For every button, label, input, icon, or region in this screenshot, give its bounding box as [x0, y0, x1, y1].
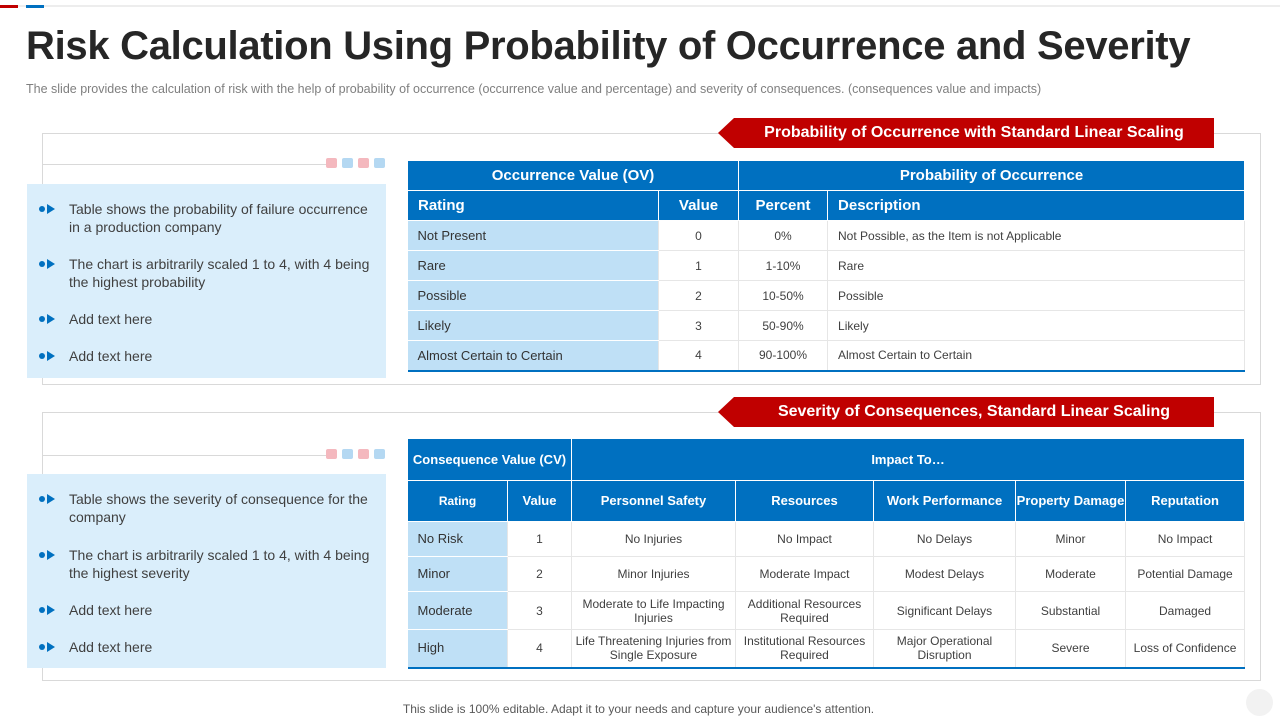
bullet-arrow-icon — [39, 204, 59, 214]
value-cell: 1 — [659, 251, 739, 281]
rating-cell: Possible — [408, 281, 659, 311]
probability-table — [407, 160, 1245, 372]
table-row — [408, 311, 1245, 341]
table-row — [408, 341, 1245, 371]
rating-cell: Not Present — [408, 221, 659, 251]
page-title: Risk Calculation Using Probability of Occurrence and Severity — [26, 24, 1191, 68]
top-accent-blue — [26, 5, 44, 8]
dot-shape — [358, 158, 369, 168]
property-damage-cell: Substantial — [1016, 592, 1126, 630]
property-damage-cell: Moderate — [1016, 557, 1126, 592]
personnel-safety-cell: Minor Injuries — [572, 557, 736, 592]
personnel-safety-cell: Life Threatening Injuries from Single Exposure — [572, 630, 736, 668]
bullet-text: Add text here — [69, 639, 153, 655]
bullet-item — [39, 347, 376, 384]
bullet-item — [39, 310, 376, 347]
column-header: Work Performance — [874, 481, 1016, 522]
column-header: Percent — [739, 191, 828, 221]
bullet-arrow-icon — [39, 314, 59, 324]
dot-shape — [326, 158, 337, 168]
personnel-safety-cell: Moderate to Life Impacting Injuries — [572, 592, 736, 630]
value-cell: 3 — [659, 311, 739, 341]
dot-shape — [326, 449, 337, 459]
bullet-arrow-icon — [39, 259, 59, 269]
decorative-dots — [326, 449, 385, 459]
description-cell: Not Possible, as the Item is not Applicable — [828, 221, 1245, 251]
percent-cell: 0% — [739, 221, 828, 251]
resources-cell: No Impact — [736, 522, 874, 557]
table-row — [408, 251, 1245, 281]
banner-severity: Severity of Consequences, Standard Linear Scaling — [734, 397, 1214, 427]
value-cell: 2 — [659, 281, 739, 311]
table-row — [408, 221, 1245, 251]
rating-cell: Moderate — [408, 592, 508, 630]
table-row — [408, 281, 1245, 311]
bullet-item — [39, 638, 376, 675]
column-header: Personnel Safety — [572, 481, 736, 522]
column-header: Reputation — [1126, 481, 1245, 522]
work-performance-cell: No Delays — [874, 522, 1016, 557]
group-header-probability: Probability of Occurrence — [739, 161, 1245, 191]
footer-note — [0, 702, 1280, 716]
bullet-item — [39, 490, 376, 546]
corner-circle-shape — [1246, 689, 1273, 716]
bullet-item — [39, 255, 376, 310]
bullet-box-probability — [27, 184, 386, 378]
reputation-cell: Loss of Confidence — [1126, 630, 1245, 668]
top-accent-red — [0, 5, 18, 8]
dot-shape — [374, 449, 385, 459]
banner-probability: Probability of Occurrence with Standard Linear Scaling — [734, 118, 1214, 148]
bullet-text: Table shows the probability of failure occurrence in a production company — [69, 201, 368, 235]
column-header: Property Damage — [1016, 481, 1126, 522]
table-row — [408, 630, 1245, 668]
value-cell: 4 — [508, 630, 572, 668]
dot-shape — [358, 449, 369, 459]
rating-cell: No Risk — [408, 522, 508, 557]
rating-cell: Rare — [408, 251, 659, 281]
table-row — [408, 522, 1245, 557]
table-row — [408, 592, 1245, 630]
work-performance-cell: Major Operational Disruption — [874, 630, 1016, 668]
bullet-text: Add text here — [69, 348, 153, 364]
top-rule — [0, 5, 1280, 7]
column-header: Description — [828, 191, 1245, 221]
bullet-arrow-icon — [39, 642, 59, 652]
rating-cell: Likely — [408, 311, 659, 341]
group-header-consequence: Consequence Value (CV) — [408, 439, 572, 481]
bullet-arrow-icon — [39, 550, 59, 560]
dot-shape — [374, 158, 385, 168]
resources-cell: Institutional Resources Required — [736, 630, 874, 668]
description-cell: Almost Certain to Certain — [828, 341, 1245, 371]
dot-shape — [342, 158, 353, 168]
description-cell: Rare — [828, 251, 1245, 281]
bullet-text: Add text here — [69, 311, 153, 327]
description-cell: Likely — [828, 311, 1245, 341]
table-row — [408, 557, 1245, 592]
percent-cell: 1-10% — [739, 251, 828, 281]
value-cell: 1 — [508, 522, 572, 557]
bullet-text: Add text here — [69, 602, 153, 618]
percent-cell: 50-90% — [739, 311, 828, 341]
group-header-occurrence: Occurrence Value (OV) — [408, 161, 739, 191]
rating-cell: Minor — [408, 557, 508, 592]
page-subtitle: The slide provides the calculation of risk with the help of probability of occurrence (occurrence value and percentage) and severity of consequences. (consequences value and impacts) — [26, 82, 1042, 96]
bullet-item — [39, 546, 376, 601]
bullet-box-severity — [27, 474, 386, 668]
severity-table — [407, 438, 1245, 669]
group-header-impact: Impact To… — [572, 439, 1245, 481]
column-header: Rating — [408, 481, 508, 522]
column-header: Value — [508, 481, 572, 522]
rating-cell: High — [408, 630, 508, 668]
personnel-safety-cell: No Injuries — [572, 522, 736, 557]
column-header: Value — [659, 191, 739, 221]
reputation-cell: Damaged — [1126, 592, 1245, 630]
bullet-text: Table shows the severity of consequence for the company — [69, 491, 368, 525]
resources-cell: Additional Resources Required — [736, 592, 874, 630]
bullet-arrow-icon — [39, 351, 59, 361]
left-frame-line — [42, 164, 332, 165]
rating-cell: Almost Certain to Certain — [408, 341, 659, 371]
reputation-cell: Potential Damage — [1126, 557, 1245, 592]
value-cell: 3 — [508, 592, 572, 630]
left-frame-line — [42, 455, 332, 456]
property-damage-cell: Severe — [1016, 630, 1126, 668]
reputation-cell: No Impact — [1126, 522, 1245, 557]
bullet-item — [39, 601, 376, 638]
value-cell: 4 — [659, 341, 739, 371]
description-cell: Possible — [828, 281, 1245, 311]
property-damage-cell: Minor — [1016, 522, 1126, 557]
bullet-item — [39, 200, 376, 255]
value-cell: 2 — [508, 557, 572, 592]
bullet-arrow-icon — [39, 605, 59, 615]
percent-cell: 90-100% — [739, 341, 828, 371]
footer-text: This slide is 100% editable. Adapt it to your needs and capture your audience's attention. — [402, 702, 875, 716]
value-cell: 0 — [659, 221, 739, 251]
bullet-text: The chart is arbitrarily scaled 1 to 4, with 4 being the highest severity — [69, 547, 370, 581]
column-header: Rating — [408, 191, 659, 221]
resources-cell: Moderate Impact — [736, 557, 874, 592]
column-header: Resources — [736, 481, 874, 522]
work-performance-cell: Significant Delays — [874, 592, 1016, 630]
bullet-arrow-icon — [39, 494, 59, 504]
dot-shape — [342, 449, 353, 459]
bullet-text: The chart is arbitrarily scaled 1 to 4, with 4 being the highest probability — [69, 256, 370, 290]
decorative-dots — [326, 158, 385, 168]
work-performance-cell: Modest Delays — [874, 557, 1016, 592]
percent-cell: 10-50% — [739, 281, 828, 311]
